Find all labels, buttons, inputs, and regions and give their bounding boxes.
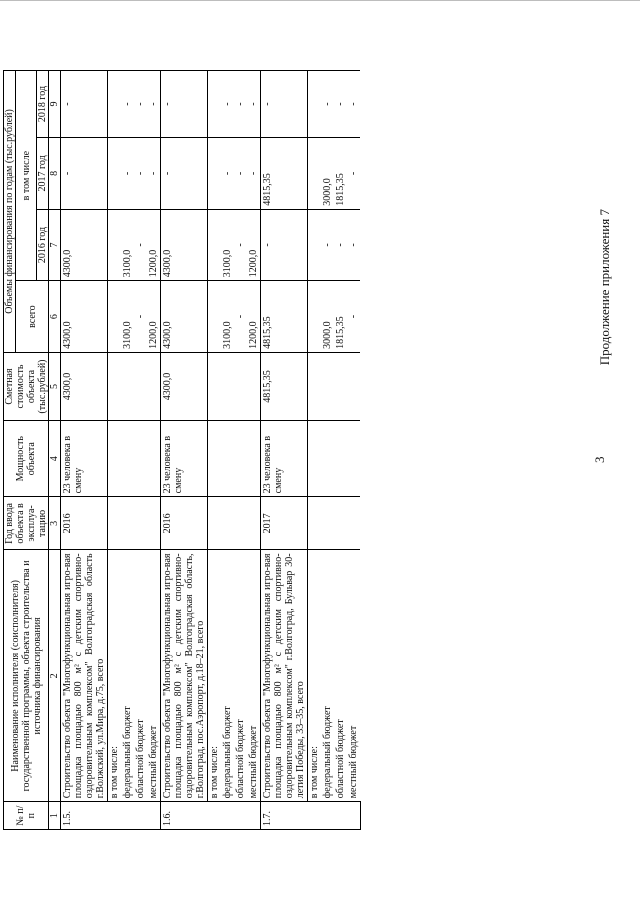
total-value: 3000,0 — [321, 281, 334, 353]
total-value: - — [234, 281, 247, 353]
table-row — [61, 71, 108, 830]
object-year: 2017 — [261, 497, 308, 550]
y2017-value: - — [347, 138, 360, 210]
header-capacity: Мощность объекта — [4, 421, 49, 497]
y2018-value: - — [261, 71, 308, 138]
total-value: 4300,0 — [61, 281, 108, 353]
object-cost: 4300,0 — [61, 352, 108, 420]
y2018-value: - — [121, 71, 134, 138]
total-value: 3100,0 — [221, 281, 234, 353]
col-number: 3 — [49, 497, 61, 550]
row-number: 1.5. — [61, 802, 161, 830]
y2018-value: - — [221, 71, 234, 138]
header-cost: Сметная стоимость объекта (тыс.рублей) — [4, 352, 49, 420]
funding-source-label: местный бюджет — [247, 550, 261, 802]
y2018-value: - — [147, 71, 161, 138]
funding-source-label: областной бюджет — [134, 550, 147, 802]
object-block-1-6 — [161, 71, 261, 830]
funding-source-label: местный бюджет — [147, 550, 161, 802]
object-block-1-5 — [61, 71, 161, 830]
total-value: 3100,0 — [121, 281, 134, 353]
y2018-value: - — [247, 71, 261, 138]
header-2017: 2017 год — [37, 138, 49, 210]
object-year: 2016 — [161, 497, 208, 550]
funding-source-label: федеральный бюджет — [121, 550, 134, 802]
header-2016: 2016 год — [37, 209, 49, 281]
total-value: - — [134, 281, 147, 353]
table-row — [261, 71, 308, 830]
y2016-value: 4300,0 — [161, 209, 208, 281]
table-row — [234, 71, 247, 830]
col-number: 2 — [49, 550, 61, 802]
y2018-value: - — [334, 71, 347, 138]
financing-table — [3, 70, 361, 830]
total-value: 1815,35 — [334, 281, 347, 353]
table-row — [221, 71, 234, 830]
y2016-value: - — [234, 209, 247, 281]
object-year: 2016 — [61, 497, 108, 550]
col-number: 5 — [49, 352, 61, 420]
table-row — [161, 71, 208, 830]
total-value: - — [347, 281, 360, 353]
incl-label: в том числе: — [308, 550, 322, 802]
object-capacity: 23 человека в смену — [61, 421, 108, 497]
page-number: 3 — [592, 456, 607, 463]
object-name: Строительство объекта "Многофункциональная игро-вая площадка площадью 800 м² с детским спортивно-оздоровительным комплексом" Волгоградская область г.Волжский, ул.Мира, д.75, всего — [61, 550, 108, 802]
table-row — [321, 71, 334, 830]
y2017-value: - — [247, 138, 261, 210]
row-number: 1.6. — [161, 802, 261, 830]
funding-source-label: областной бюджет — [234, 550, 247, 802]
y2016-value: 1200,0 — [147, 209, 161, 281]
y2018-value: - — [347, 71, 360, 138]
y2018-value: - — [234, 71, 247, 138]
y2017-value: - — [147, 138, 161, 210]
funding-source-label: федеральный бюджет — [321, 550, 334, 802]
table-row — [334, 71, 347, 830]
object-name: Строительство объекта "Многофункциональная игро-вая площадка площадью 800 м² с детским спортивно-оздоровительным комплексом" г.Волгоград, Бульвар 30-летия Победы, 33–35, всего — [261, 550, 308, 802]
table-row — [347, 71, 360, 830]
header-year: Год ввода объекта в эксплуа-тацию — [4, 497, 49, 550]
y2016-value: 1200,0 — [247, 209, 261, 281]
col-number: 8 — [49, 138, 61, 210]
y2016-value: 3100,0 — [121, 209, 134, 281]
col-number: 4 — [49, 421, 61, 497]
col-number: 6 — [49, 281, 61, 353]
y2017-value: 1815,35 — [334, 138, 347, 210]
table-row — [134, 71, 147, 830]
object-block-1-7 — [261, 71, 361, 830]
y2016-value: 4300,0 — [61, 209, 108, 281]
y2018-value: - — [134, 71, 147, 138]
table-row — [308, 71, 322, 830]
funding-source-label: федеральный бюджет — [221, 550, 234, 802]
header-2018: 2018 год — [37, 71, 49, 138]
header-funding: Объемы финансирования по годам (тыс.рублей) — [4, 71, 16, 353]
header-name: Наименование исполнителя (соисполнителя) государственной программы, объекта строительства и источника финансирования — [4, 550, 49, 802]
y2017-value: - — [161, 138, 208, 210]
y2016-value: - — [321, 209, 334, 281]
incl-label: в том числе: — [108, 550, 122, 802]
table-row — [208, 71, 222, 830]
table-row — [147, 71, 161, 830]
y2017-value: 4815,35 — [261, 138, 308, 210]
total-value: 4815,35 — [261, 281, 308, 353]
y2017-value: - — [221, 138, 234, 210]
incl-label: в том числе: — [208, 550, 222, 802]
object-capacity: 23 человека в смену — [161, 421, 208, 497]
total-value: 4300,0 — [161, 281, 208, 353]
y2018-value: - — [321, 71, 334, 138]
y2017-value: - — [61, 138, 108, 210]
col-number: 9 — [49, 71, 61, 138]
total-value: 1200,0 — [247, 281, 261, 353]
funding-source-label: областной бюджет — [334, 550, 347, 802]
header-total: всего — [16, 281, 49, 353]
total-value: 1200,0 — [147, 281, 161, 353]
y2016-value: - — [134, 209, 147, 281]
y2017-value: 3000,0 — [321, 138, 334, 210]
y2017-value: - — [121, 138, 134, 210]
y2016-value: - — [347, 209, 360, 281]
object-cost: 4300,0 — [161, 352, 208, 420]
y2018-value: - — [61, 71, 108, 138]
y2018-value: - — [161, 71, 208, 138]
funding-source-label: местный бюджет — [347, 550, 360, 802]
y2016-value: 3100,0 — [221, 209, 234, 281]
table-row — [121, 71, 134, 830]
col-number: 7 — [49, 209, 61, 281]
y2017-value: - — [234, 138, 247, 210]
table-row — [247, 71, 261, 830]
continuation-title: Продолжение приложения 7 — [597, 209, 612, 366]
y2016-value: - — [261, 209, 308, 281]
header-incl: в том числе — [16, 71, 37, 281]
object-capacity: 23 человека в смену — [261, 421, 308, 497]
object-name: Строительство объекта "Многофункциональная игро-вая площадка площадью 800 м² с детским спортивно-оздоровительным комплексом" Волгоградская область, г.Волгоград, пос.Аэропорт, д.18–21, всего — [161, 550, 208, 802]
y2017-value: - — [134, 138, 147, 210]
row-number: 1.7. — [261, 802, 361, 830]
object-cost: 4815,35 — [261, 352, 308, 420]
y2016-value: - — [334, 209, 347, 281]
header-no: № п/п — [4, 802, 49, 830]
col-number: 1 — [49, 802, 61, 830]
table-row — [108, 71, 122, 830]
